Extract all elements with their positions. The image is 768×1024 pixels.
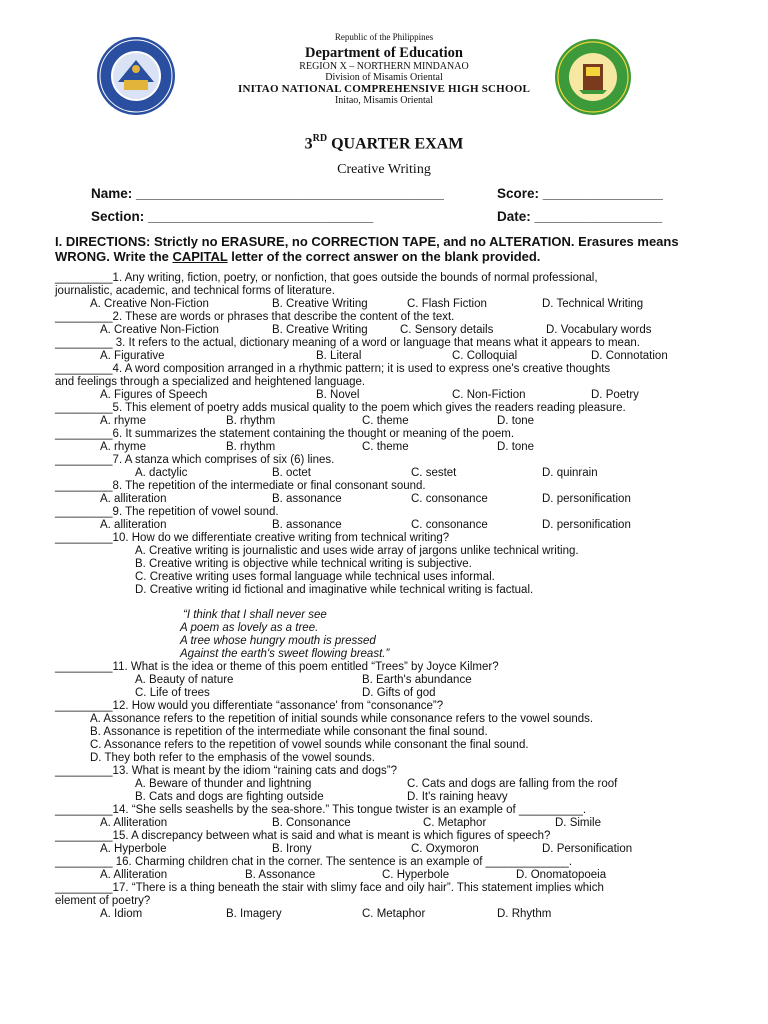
q2-option-a: A. Creative Non-Fiction <box>100 324 219 336</box>
q13-option-d: D. It's raining heavy <box>407 791 508 803</box>
question-4: _________4. A word composition arranged in a rhythmic pattern; it is used to express one's creative thoughts <box>55 363 611 375</box>
question-6: _________6. It summarizes the statement containing the thought or meaning of the poem. <box>55 428 515 440</box>
q7-option-d: D. quinrain <box>542 467 598 479</box>
school-location: Initao, Misamis Oriental <box>334 95 434 106</box>
q9-option-a: A. alliteration <box>100 519 167 531</box>
q5-option-c: C. theme <box>362 415 409 427</box>
question-3: _________ 3. It refers to the actual, dictionary meaning of a word or language that means what it appears to mean. <box>55 337 640 349</box>
q17-option-b: B. Imagery <box>226 908 282 920</box>
q6-option-a: A. rhyme <box>100 441 147 453</box>
name-field[interactable]: Name: _________________________________________ <box>91 186 444 201</box>
q14-option-a: A. Alliteration <box>100 817 168 829</box>
school-name: INITAO NATIONAL COMPREHENSIVE HIGH SCHOOL <box>237 83 530 95</box>
subject-title: Creative Writing <box>337 162 431 177</box>
q16-option-a: A. Alliteration <box>100 869 168 881</box>
q14-option-d: D. Simile <box>555 817 602 829</box>
poem-line-1: “I think that I shall never see <box>183 609 327 621</box>
q7-option-b: B. octet <box>272 467 311 479</box>
q15-option-a: A. Hyperbole <box>100 843 167 855</box>
q14-option-b: B. Consonance <box>272 817 351 829</box>
q17-option-a: A. Idiom <box>100 908 143 920</box>
header-text-block <box>210 32 558 106</box>
q8-option-c: C. consonance <box>411 493 488 505</box>
q6-option-d: D. tone <box>497 441 535 453</box>
question-13: _________13. What is meant by the idiom “raining cats and dogs”? <box>55 765 398 777</box>
q7-option-a: A. dactylic <box>135 467 188 479</box>
poem-line-4: Against the earth's sweet flowing breast.” <box>180 648 390 660</box>
q11-option-b: B. Earth's abundance <box>362 674 472 686</box>
q9-option-d: D. personification <box>542 519 631 531</box>
q10-option-b: B. Creative writing is objective while technical writing is subjective. <box>135 558 472 570</box>
q15-option-d: D. Personification <box>542 843 633 855</box>
q2-option-d: D. Vocabulary words <box>546 324 652 336</box>
deped-seal-logo <box>96 36 176 116</box>
q14-option-c: C. Metaphor <box>423 817 487 829</box>
question-4-cont: and feelings through a specialized and heightened language. <box>55 376 366 388</box>
division-label: Division of Misamis Oriental <box>325 72 443 83</box>
q5-option-a: A. rhyme <box>100 415 147 427</box>
q5-option-b: B. rhythm <box>226 415 276 427</box>
q16-option-d: D. Onomatopoeia <box>516 869 607 881</box>
q8-option-a: A. alliteration <box>100 493 167 505</box>
q12-option-c: C. Assonance refers to the repetition of vowel sounds while consonant the final sound. <box>90 739 529 751</box>
q15-option-c: C. Oxymoron <box>411 843 479 855</box>
q8-option-b: B. assonance <box>272 493 342 505</box>
question-7: _________7. A stanza which comprises of six (6) lines. <box>55 454 335 466</box>
q3-option-b: B. Literal <box>316 350 362 362</box>
section-field[interactable]: Section: ______________________________ <box>91 209 374 224</box>
q17-option-c: C. Metaphor <box>362 908 426 920</box>
q11-option-a: A. Beauty of nature <box>135 674 234 686</box>
q2-option-c: C. Sensory details <box>400 324 494 336</box>
question-15: _________15. A discrepancy between what is said and what is meant is which figures of speech? <box>55 830 551 842</box>
question-17: _________17. “There is a thing beneath the stair with slimy face and oily hair”. This statement implies which <box>55 882 604 894</box>
question-5: _________5. This element of poetry adds musical quality to the poem which gives the readers reading pleasure. <box>55 402 626 414</box>
q12-option-d: D. They both refer to the emphasis of the vowel sounds. <box>90 752 375 764</box>
exam-title: 3RD QUARTER EXAM <box>304 133 464 153</box>
poem-line-3: A tree whose hungry mouth is pressed <box>180 635 376 647</box>
q15-option-b: B. Irony <box>272 843 312 855</box>
q11-option-d: D. Gifts of god <box>362 687 436 699</box>
q1-option-b: B. Creative Writing <box>272 298 368 310</box>
question-8: _________8. The repetition of the intermediate or final consonant sound. <box>55 480 426 492</box>
date-field[interactable]: Date: _________________ <box>497 209 663 224</box>
q4-option-c: C. Non-Fiction <box>452 389 526 401</box>
q9-option-c: C. consonance <box>411 519 488 531</box>
question-17-cont: element of poetry? <box>55 895 151 907</box>
q13-option-a: A. Beware of thunder and lightning <box>135 778 312 790</box>
directions: I. DIRECTIONS: Strictly no ERASURE, no CORRECTION TAPE, and no ALTERATION. Erasures means WRONG. Write the CAPITAL letter of the correct answer on the blank provided. <box>55 234 679 264</box>
republic-label: Republic of the Philippines <box>334 32 434 42</box>
region-label: REGION X – NORTHERN MINDANAO <box>299 61 469 72</box>
q10-option-a: A. Creative writing is journalistic and uses wide array of jargons unlike technical writing. <box>135 545 579 557</box>
question-1: _________1. Any writing, fiction, poetry, or nonfiction, that goes outside the bounds of normal professional, <box>55 272 598 284</box>
department-name: Department of Education <box>305 45 463 61</box>
q16-option-c: C. Hyperbole <box>382 869 450 881</box>
question-11: _________11. What is the idea or theme of this poem entitled “Trees” by Joyce Kilmer? <box>55 661 499 673</box>
q13-option-b: B. Cats and dogs are fighting outside <box>135 791 324 803</box>
q6-option-b: B. rhythm <box>226 441 276 453</box>
q1-option-a: A. Creative Non-Fiction <box>90 298 209 310</box>
question-1-cont: journalistic, academic, and technical forms of literature. <box>55 285 335 297</box>
q4-option-d: D. Poetry <box>591 389 639 401</box>
poem-line-2: A poem as lovely as a tree. <box>180 622 319 634</box>
score-field[interactable]: Score: ________________ <box>497 186 663 201</box>
q9-option-b: B. assonance <box>272 519 342 531</box>
q17-option-d: D. Rhythm <box>497 908 552 920</box>
question-2: _________2. These are words or phrases that describe the content of the text. <box>55 311 455 323</box>
q3-option-a: A. Figurative <box>100 350 165 362</box>
q4-option-b: B. Novel <box>316 389 360 401</box>
q8-option-d: D. personification <box>542 493 631 505</box>
q1-option-c: C. Flash Fiction <box>407 298 487 310</box>
q10-option-d: D. Creative writing id fictional and imaginative while technical writing is factual. <box>135 584 534 596</box>
q4-option-a: A. Figures of Speech <box>100 389 208 401</box>
q12-option-a: A. Assonance refers to the repetition of initial sounds while consonance refers to the vowel sounds. <box>90 713 594 725</box>
q11-option-c: C. Life of trees <box>135 687 210 699</box>
q1-option-d: D. Technical Writing <box>542 298 644 310</box>
q13-option-c: C. Cats and dogs are falling from the roof <box>407 778 618 790</box>
q5-option-d: D. tone <box>497 415 535 427</box>
question-9: _________9. The repetition of vowel sound. <box>55 506 279 518</box>
q3-option-d: D. Connotation <box>591 350 668 362</box>
school-seal-logo <box>554 38 632 116</box>
q10-option-c: C. Creative writing uses formal language while technical uses informal. <box>135 571 495 583</box>
question-16: _________ 16. Charming children chat in the corner. The sentence is an example of _____________. <box>55 856 573 868</box>
q16-option-b: B. Assonance <box>245 869 316 881</box>
q12-option-b: B. Assonance is repetition of the intermediate while consonant the final sound. <box>90 726 488 738</box>
question-12: _________12. How would you differentiate “assonance' from “consonance”? <box>55 700 444 712</box>
question-10: _________10. How do we differentiate creative writing from technical writing? <box>55 532 450 544</box>
question-14: _________14. “She sells seashells by the sea-shore.” This tongue twister is an example of __________. <box>55 804 587 816</box>
q6-option-c: C. theme <box>362 441 409 453</box>
letterhead <box>0 28 768 118</box>
q2-option-b: B. Creative Writing <box>272 324 368 336</box>
q7-option-c: C. sestet <box>411 467 457 479</box>
q3-option-c: C. Colloquial <box>452 350 518 362</box>
